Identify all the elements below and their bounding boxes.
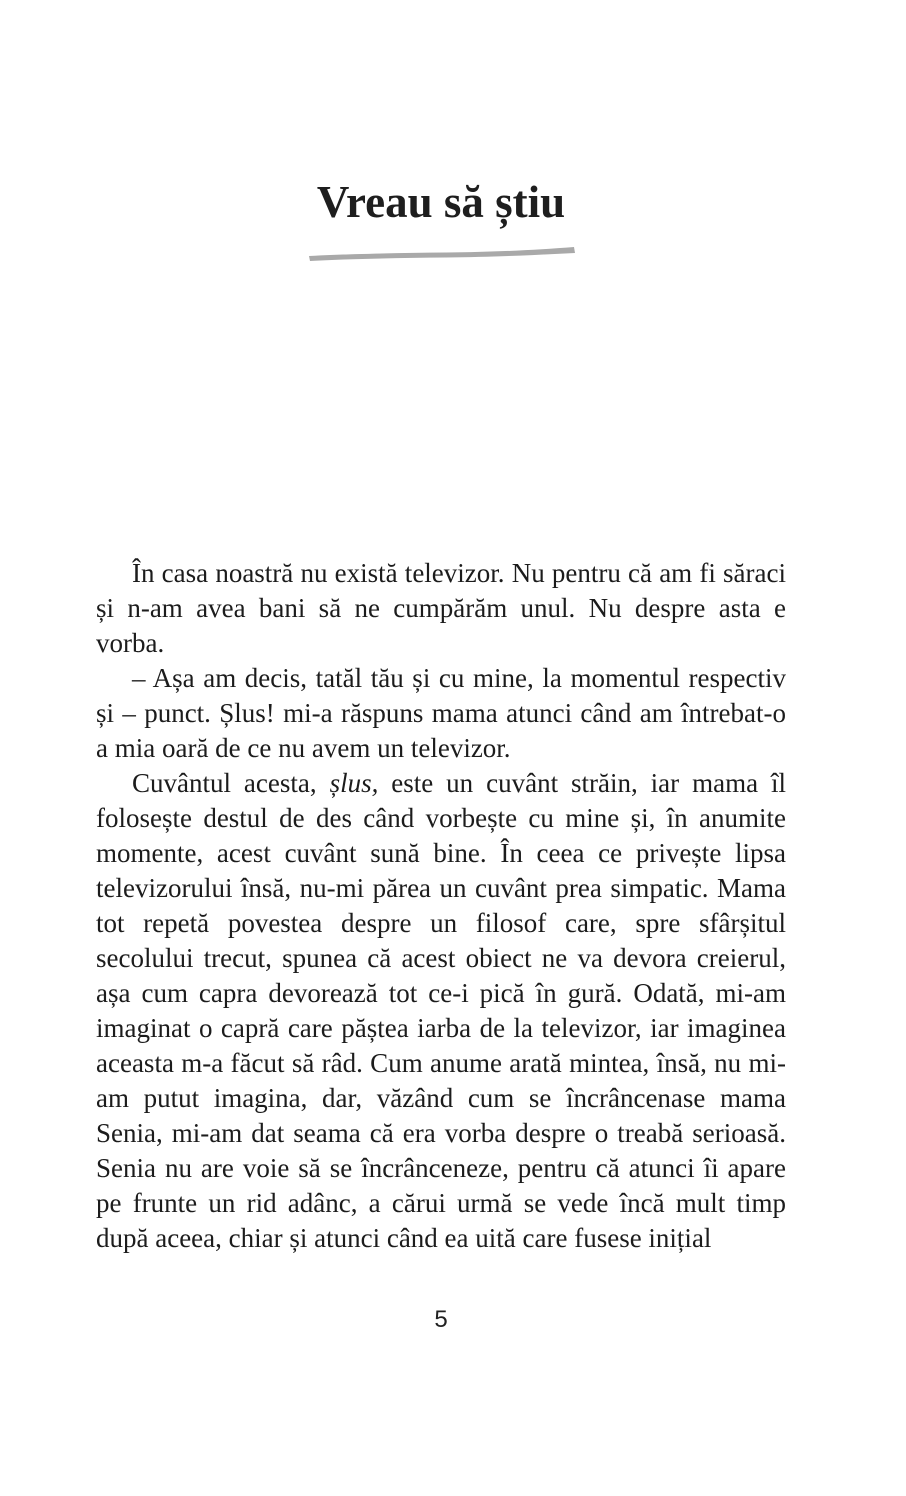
brushstroke-shape [309, 247, 575, 261]
page-number: 5 [434, 1306, 448, 1333]
body-text [96, 556, 786, 1256]
paragraph-3-start: Cuvântul acesta, [132, 768, 330, 798]
chapter-title: Vreau să știu [316, 177, 566, 227]
italic-word: șlus, [329, 768, 379, 798]
paragraph-2: – Așa am decis, tatăl tău și cu mine, la momentul respectiv și – punct. Șlus! mi-a răspuns mama atunci când am întrebat-o a mia oară de ce nu avem un televizor. [96, 663, 786, 763]
paragraph-3-rest: este un cuvânt străin, iar mama îl folosește destul de des când vorbește cu mine și, în anumite momente, acest cuvânt sună bine. În ceea ce privește lipsa televizorului însă, nu-mi părea un cuvânt prea simpatic. Mama tot repetă povestea despre un filosof care, spre sfârșitul secolului trecut, spunea că acest obiect ne va devora creierul, așa cum capra devorează tot ce-i pică în gură. Odată, mi-am imaginat o capră care păștea iarba de la televizor, iar imaginea aceasta m-a făcut să râd. Cum anume arată mintea, însă, nu mi-am putut imagina, dar, văzând cum se încrâncenase mama Senia, mi-am dat seama că era vorba despre o treabă serioasă. Senia nu are voie să se încrânceneze, pentru că atunci îi apare pe frunte un rid adânc, a cărui urmă se vede încă mult timp după aceea, chiar și atunci când ea uită care fusese inițial [96, 768, 786, 1253]
paragraph-3 [96, 766, 786, 1256]
paragraph-1: În casa noastră nu există televizor. Nu pentru că am fi săraci și n-am avea bani să ne cumpărăm unul. Nu despre asta e vorba. [96, 558, 786, 658]
title-underline-brushstroke [306, 244, 576, 264]
